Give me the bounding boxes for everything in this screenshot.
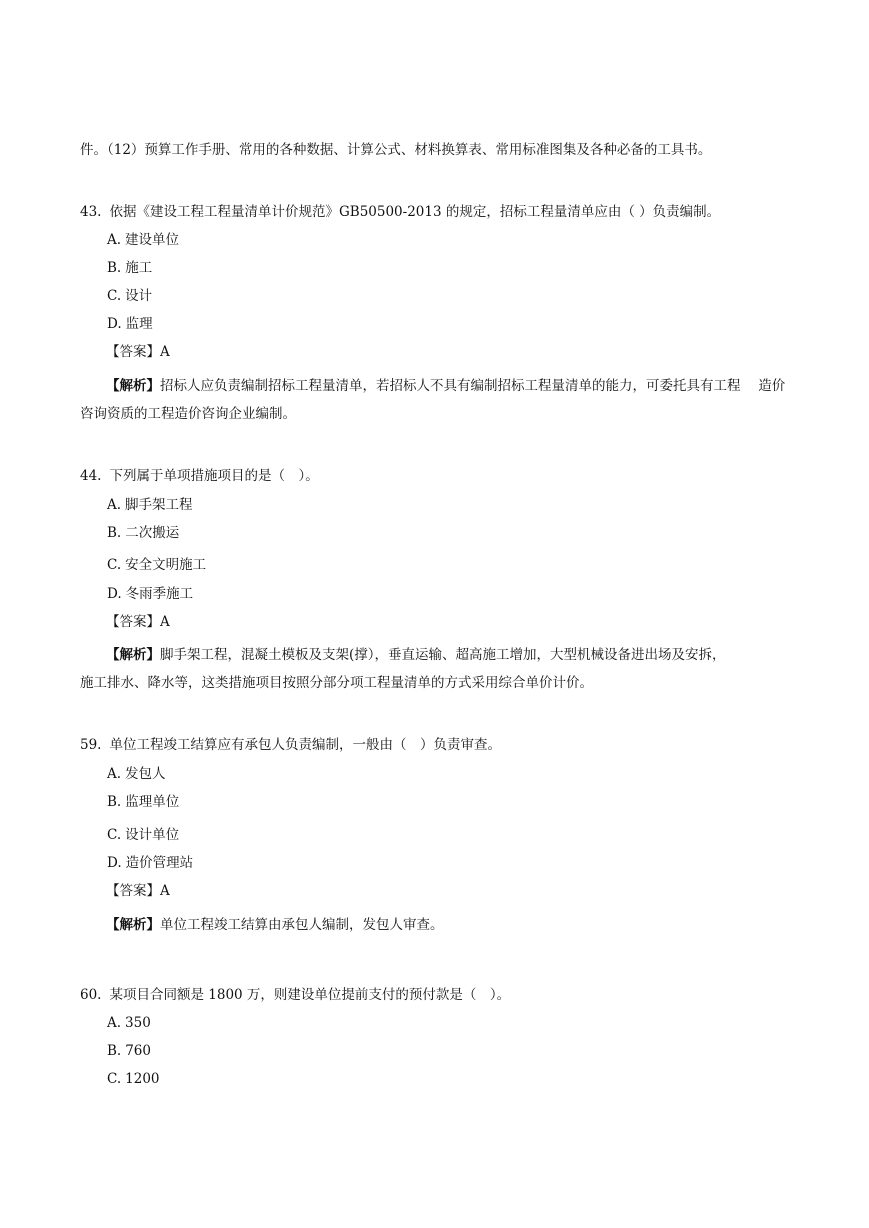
question-text: 依据《建设工程工程量清单计价规范》GB50500-2013 的规定，招标工程量清单应由（ ）负责编制。	[109, 204, 721, 220]
option-b: B. 监理单位	[107, 794, 180, 810]
option-a: A. 建设单位	[107, 232, 180, 248]
explanation: 【解析】单位工程竣工结算由承包人编制，发包人审查。	[106, 917, 444, 933]
explanation-continued: 咨询资质的工程造价咨询企业编制。	[80, 406, 296, 422]
answer: 【答案】A	[106, 344, 170, 360]
option-d: D. 造价管理站	[107, 855, 194, 871]
answer: 【答案】A	[106, 883, 170, 899]
question-number: 60.	[80, 987, 102, 1003]
question-number: 59.	[80, 737, 102, 753]
question-text: 下列属于单项措施项目的是（ ）。	[109, 468, 319, 484]
option-a: A. 脚手架工程	[107, 497, 193, 513]
option-b: B. 二次搬运	[107, 525, 180, 541]
question-text: 单位工程竣工结算应有承包人负责编制，一般由（ ）负责审查。	[109, 737, 501, 753]
explanation: 【解析】脚手架工程，混凝土模板及支架(撑），垂直运输、超高施工增加，大型机械设备进出场及安拆，	[106, 647, 726, 663]
answer: 【答案】A	[106, 614, 170, 630]
question-text: 某项目合同额是 1800 万，则建设单位提前支付的预付款是（ ）。	[109, 987, 511, 1003]
question-60-stem	[80, 985, 510, 1005]
option-a: A. 发包人	[107, 766, 166, 782]
option-c: C. 设计单位	[107, 827, 180, 843]
carryover-text: 件。（12）预算工作手册、常用的各种数据、计算公式、材料换算表、常用标准图集及各种必备的工具书。	[80, 142, 712, 158]
option-d: D. 冬雨季施工	[107, 586, 194, 602]
question-59-stem	[80, 735, 501, 755]
option-d: D. 监理	[107, 316, 153, 332]
option-a: A. 350	[107, 1015, 151, 1031]
question-number: 44.	[80, 468, 102, 484]
question-43-stem	[80, 202, 720, 222]
option-b: B. 760	[107, 1043, 151, 1059]
option-c: C. 设计	[107, 288, 153, 304]
option-b: B. 施工	[107, 260, 153, 276]
question-44-stem	[80, 466, 319, 486]
explanation-continued: 施工排水、降水等，这类措施项目按照分部分项工程量清单的方式采用综合单价计价。	[80, 675, 593, 691]
question-number: 43.	[80, 204, 102, 220]
option-c: C. 1200	[107, 1071, 160, 1087]
explanation: 【解析】招标人应负责编制招标工程量清单，若招标人不具有编制招标工程量清单的能力，可委托具有工程 造价	[106, 378, 786, 394]
option-c: C. 安全文明施工	[107, 557, 207, 573]
